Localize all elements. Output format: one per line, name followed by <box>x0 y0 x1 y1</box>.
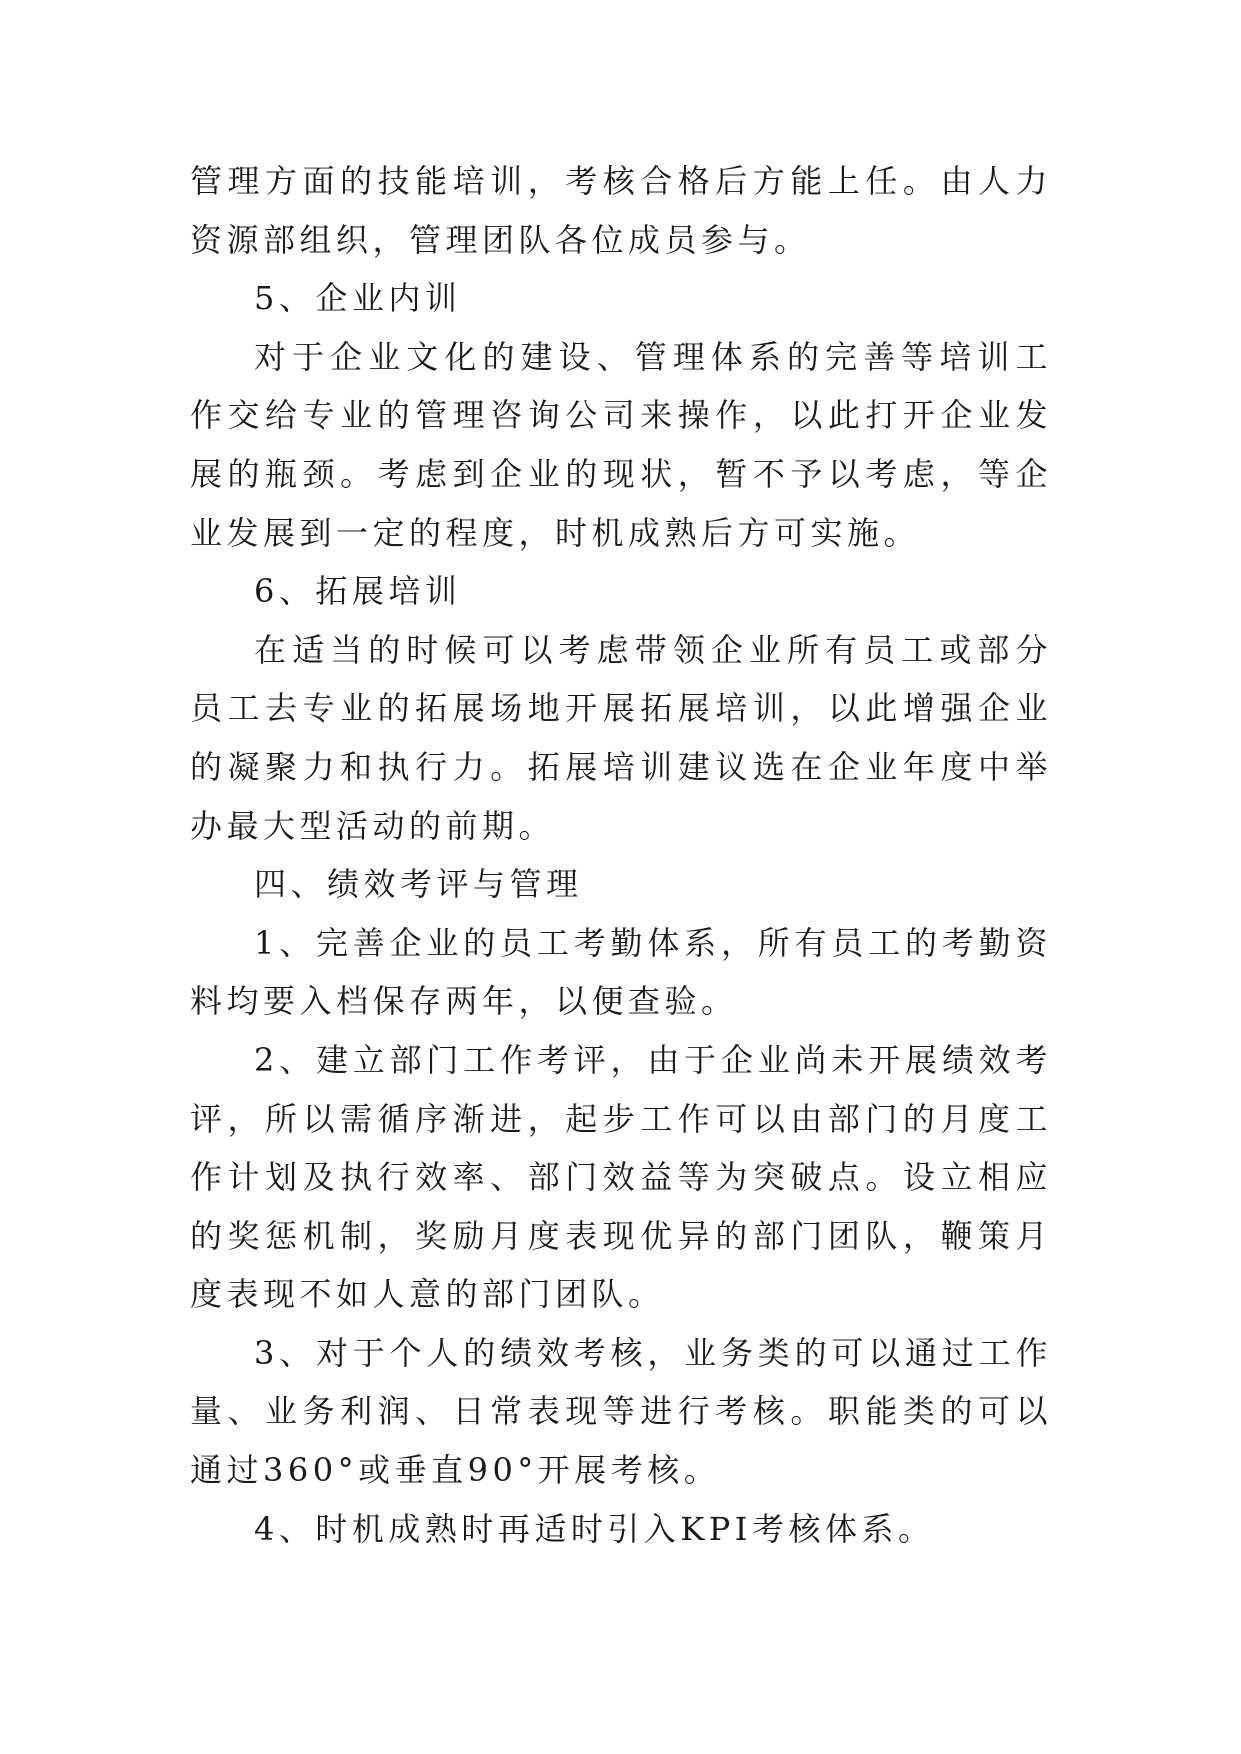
heading-5-internal-training: 5、企业内训 <box>254 279 462 318</box>
document-body <box>190 152 1052 1558</box>
paragraph-internal-training: 对于企业文化的建设、管理体系的完善等培训工作交给专业的管理咨询公司来操作，以此打开企业发展的瓶颈。考虑到企业的现状，暂不予以考虑，等企业发展到一定的程度，时机成熟后方可实施。 <box>190 337 1052 552</box>
section-heading-performance: 四、绩效考评与管理 <box>254 865 583 904</box>
paragraph-item-4: 4、时机成熟时再适时引入KPI考核体系。 <box>254 1509 935 1548</box>
paragraph-item-2: 2、建立部门工作考评，由于企业尚未开展绩效考评，所以需循序渐进，起步工作可以由部门的月度工作计划及执行效率、部门效益等为突破点。设立相应的奖惩机制，奖励月度表现优异的部门团队，鞭策月度表现不如人意的部门团队。 <box>190 1040 1052 1314</box>
paragraph-continuation: 管理方面的技能培训，考核合格后方能上任。由人力资源部组织，管理团队各位成员参与。 <box>190 162 1052 259</box>
paragraph-item-3: 3、对于个人的绩效考核，业务类的可以通过工作量、业务利润、日常表现等进行考核。职能类的可以通过360°或垂直90°开展考核。 <box>190 1333 1052 1490</box>
heading-6-outdoor-training: 6、拓展培训 <box>254 572 462 611</box>
paragraph-outdoor-training: 在适当的时候可以考虑带领企业所有员工或部分员工去专业的拓展场地开展拓展培训，以此增强企业的凝聚力和执行力。拓展培训建议选在企业年度中举办最大型活动的前期。 <box>190 630 1052 845</box>
paragraph-item-1: 1、完善企业的员工考勤体系，所有员工的考勤资料均要入档保存两年，以便查验。 <box>190 923 1052 1021</box>
